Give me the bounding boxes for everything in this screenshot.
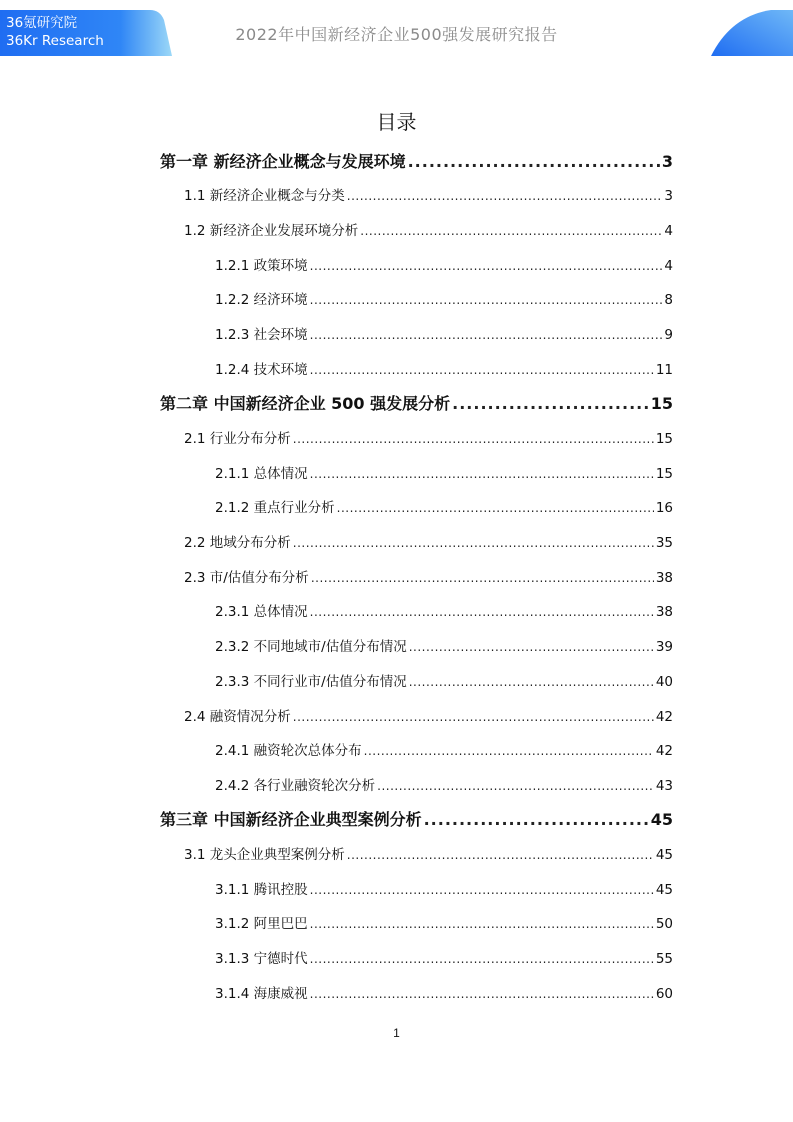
toc-entry-subsection[interactable]	[215, 983, 673, 1005]
toc-entry-label: 2.3.3 不同行业市/估值分布情况	[215, 674, 407, 690]
dot-leader	[310, 255, 663, 277]
toc-entry-subsection[interactable]	[215, 601, 673, 623]
dot-leader	[452, 393, 649, 415]
toc-entry-page: 42	[655, 743, 673, 759]
corner-decoration	[711, 10, 793, 56]
toc-entry-page: 42	[655, 709, 673, 725]
toc-entry-label: 2.3.2 不同地域市/估值分布情况	[215, 639, 407, 655]
toc-entry-label: 第二章 中国新经济企业 500 强发展分析	[160, 394, 451, 413]
toc-entry-label: 3.1.3 宁德时代	[215, 951, 308, 967]
toc-entry-label: 2.3 市/估值分布分析	[184, 570, 309, 586]
toc-entry-label: 1.2 新经济企业发展环境分析	[184, 223, 359, 239]
dot-leader	[409, 636, 654, 658]
toc-entry-page: 45	[650, 810, 673, 829]
toc-entry-subsection[interactable]	[215, 497, 673, 519]
toc-entry-section[interactable]	[184, 428, 673, 450]
brand-name-cn: 36氪研究院	[6, 15, 78, 31]
toc-entry-section[interactable]	[184, 220, 673, 242]
toc-entry-page: 4	[664, 258, 673, 274]
toc-entry-label: 2.1.2 重点行业分析	[215, 500, 335, 516]
toc-entry-section[interactable]	[184, 532, 673, 554]
toc-entry-label: 1.2.2 经济环境	[215, 292, 308, 308]
toc-entry-subsection[interactable]	[215, 775, 673, 797]
toc-entry-page: 60	[655, 986, 673, 1002]
toc-entry-label: 1.2.3 社会环境	[215, 327, 308, 343]
dot-leader	[293, 428, 654, 450]
dot-leader	[311, 567, 654, 589]
dot-leader	[293, 706, 654, 728]
toc-entry-label: 2.1.1 总体情况	[215, 466, 308, 482]
dot-leader	[360, 220, 662, 242]
dot-leader	[310, 983, 654, 1005]
dot-leader	[310, 913, 654, 935]
toc-entry-label: 1.2.4 技术环境	[215, 362, 308, 378]
dot-leader	[310, 324, 663, 346]
dot-leader	[310, 463, 654, 485]
brand-name-en: 36Kr Research	[6, 33, 104, 49]
toc-entry-page: 16	[655, 500, 673, 516]
toc-entry-subsection[interactable]	[215, 671, 673, 693]
toc-entry-label: 3.1.4 海康威视	[215, 986, 308, 1002]
toc-entry-page: 11	[655, 362, 673, 378]
toc-entry-page: 55	[655, 951, 673, 967]
toc-entry-page: 8	[664, 292, 673, 308]
dot-leader	[409, 671, 654, 693]
dot-leader	[310, 601, 654, 623]
toc-entry-page: 45	[655, 847, 673, 863]
toc-entry-subsection[interactable]	[215, 879, 673, 901]
dot-leader	[293, 532, 654, 554]
toc-entry-page: 38	[655, 604, 673, 620]
toc-entry-label: 2.4.1 融资轮次总体分布	[215, 743, 362, 759]
toc-entry-subsection[interactable]	[215, 324, 673, 346]
toc-entry-page: 9	[664, 327, 673, 343]
toc-entry-page: 39	[655, 639, 673, 655]
toc-entry-section[interactable]	[184, 706, 673, 728]
toc-entry-page: 43	[655, 778, 673, 794]
toc-entry-subsection[interactable]	[215, 463, 673, 485]
dot-leader	[408, 151, 660, 173]
toc-entry-page: 40	[655, 674, 673, 690]
dot-leader	[364, 740, 654, 762]
toc-entry-page: 50	[655, 916, 673, 932]
toc-entry-label: 2.4 融资情况分析	[184, 709, 291, 725]
toc-entry-label: 2.2 地域分布分析	[184, 535, 291, 551]
toc-entry-page: 4	[664, 223, 673, 239]
toc-entry-subsection[interactable]	[215, 740, 673, 762]
dot-leader	[310, 359, 654, 381]
toc-entry-chapter[interactable]	[160, 151, 673, 173]
toc-heading: 目录	[376, 110, 417, 134]
toc-entry-section[interactable]	[184, 567, 673, 589]
toc-entry-label: 第一章 新经济企业概念与发展环境	[160, 152, 406, 171]
report-title: 2022年中国新经济企业500强发展研究报告	[235, 25, 558, 44]
toc-entry-page: 45	[655, 882, 673, 898]
toc-entry-section[interactable]	[184, 185, 673, 207]
dot-leader	[310, 289, 663, 311]
toc-entry-label: 1.1 新经济企业概念与分类	[184, 188, 345, 204]
toc-entry-chapter[interactable]	[160, 393, 673, 415]
dot-leader	[310, 879, 654, 901]
toc-entry-subsection[interactable]	[215, 636, 673, 658]
dot-leader	[377, 775, 654, 797]
toc-entry-page: 3	[664, 188, 673, 204]
dot-leader	[347, 844, 654, 866]
dot-leader	[310, 948, 654, 970]
toc-entry-subsection[interactable]	[215, 359, 673, 381]
toc-entry-page: 35	[655, 535, 673, 551]
toc-entry-label: 3.1.1 腾讯控股	[215, 882, 308, 898]
toc-entry-section[interactable]	[184, 844, 673, 866]
toc-entry-page: 15	[650, 394, 673, 413]
toc-entry-subsection[interactable]	[215, 948, 673, 970]
toc-entry-page: 3	[661, 152, 673, 171]
toc-entry-page: 15	[655, 466, 673, 482]
dot-leader	[424, 809, 649, 831]
toc-entry-label: 2.4.2 各行业融资轮次分析	[215, 778, 376, 794]
toc-entry-label: 2.3.1 总体情况	[215, 604, 308, 620]
toc-entry-subsection[interactable]	[215, 913, 673, 935]
toc-entry-label: 3.1 龙头企业典型案例分析	[184, 847, 345, 863]
page-number: 1	[393, 1026, 400, 1040]
toc-entry-chapter[interactable]	[160, 809, 673, 831]
toc-entry-label: 1.2.1 政策环境	[215, 258, 308, 274]
toc-entry-page: 15	[655, 431, 673, 447]
dot-leader	[347, 185, 663, 207]
toc-entry-page: 38	[655, 570, 673, 586]
toc-entry-label: 3.1.2 阿里巴巴	[215, 916, 308, 932]
toc-entry-label: 第三章 中国新经济企业典型案例分析	[160, 810, 422, 829]
dot-leader	[337, 497, 654, 519]
toc-entry-label: 2.1 行业分布分析	[184, 431, 291, 447]
toc-entry-subsection[interactable]	[215, 255, 673, 277]
toc-entry-subsection[interactable]	[215, 289, 673, 311]
